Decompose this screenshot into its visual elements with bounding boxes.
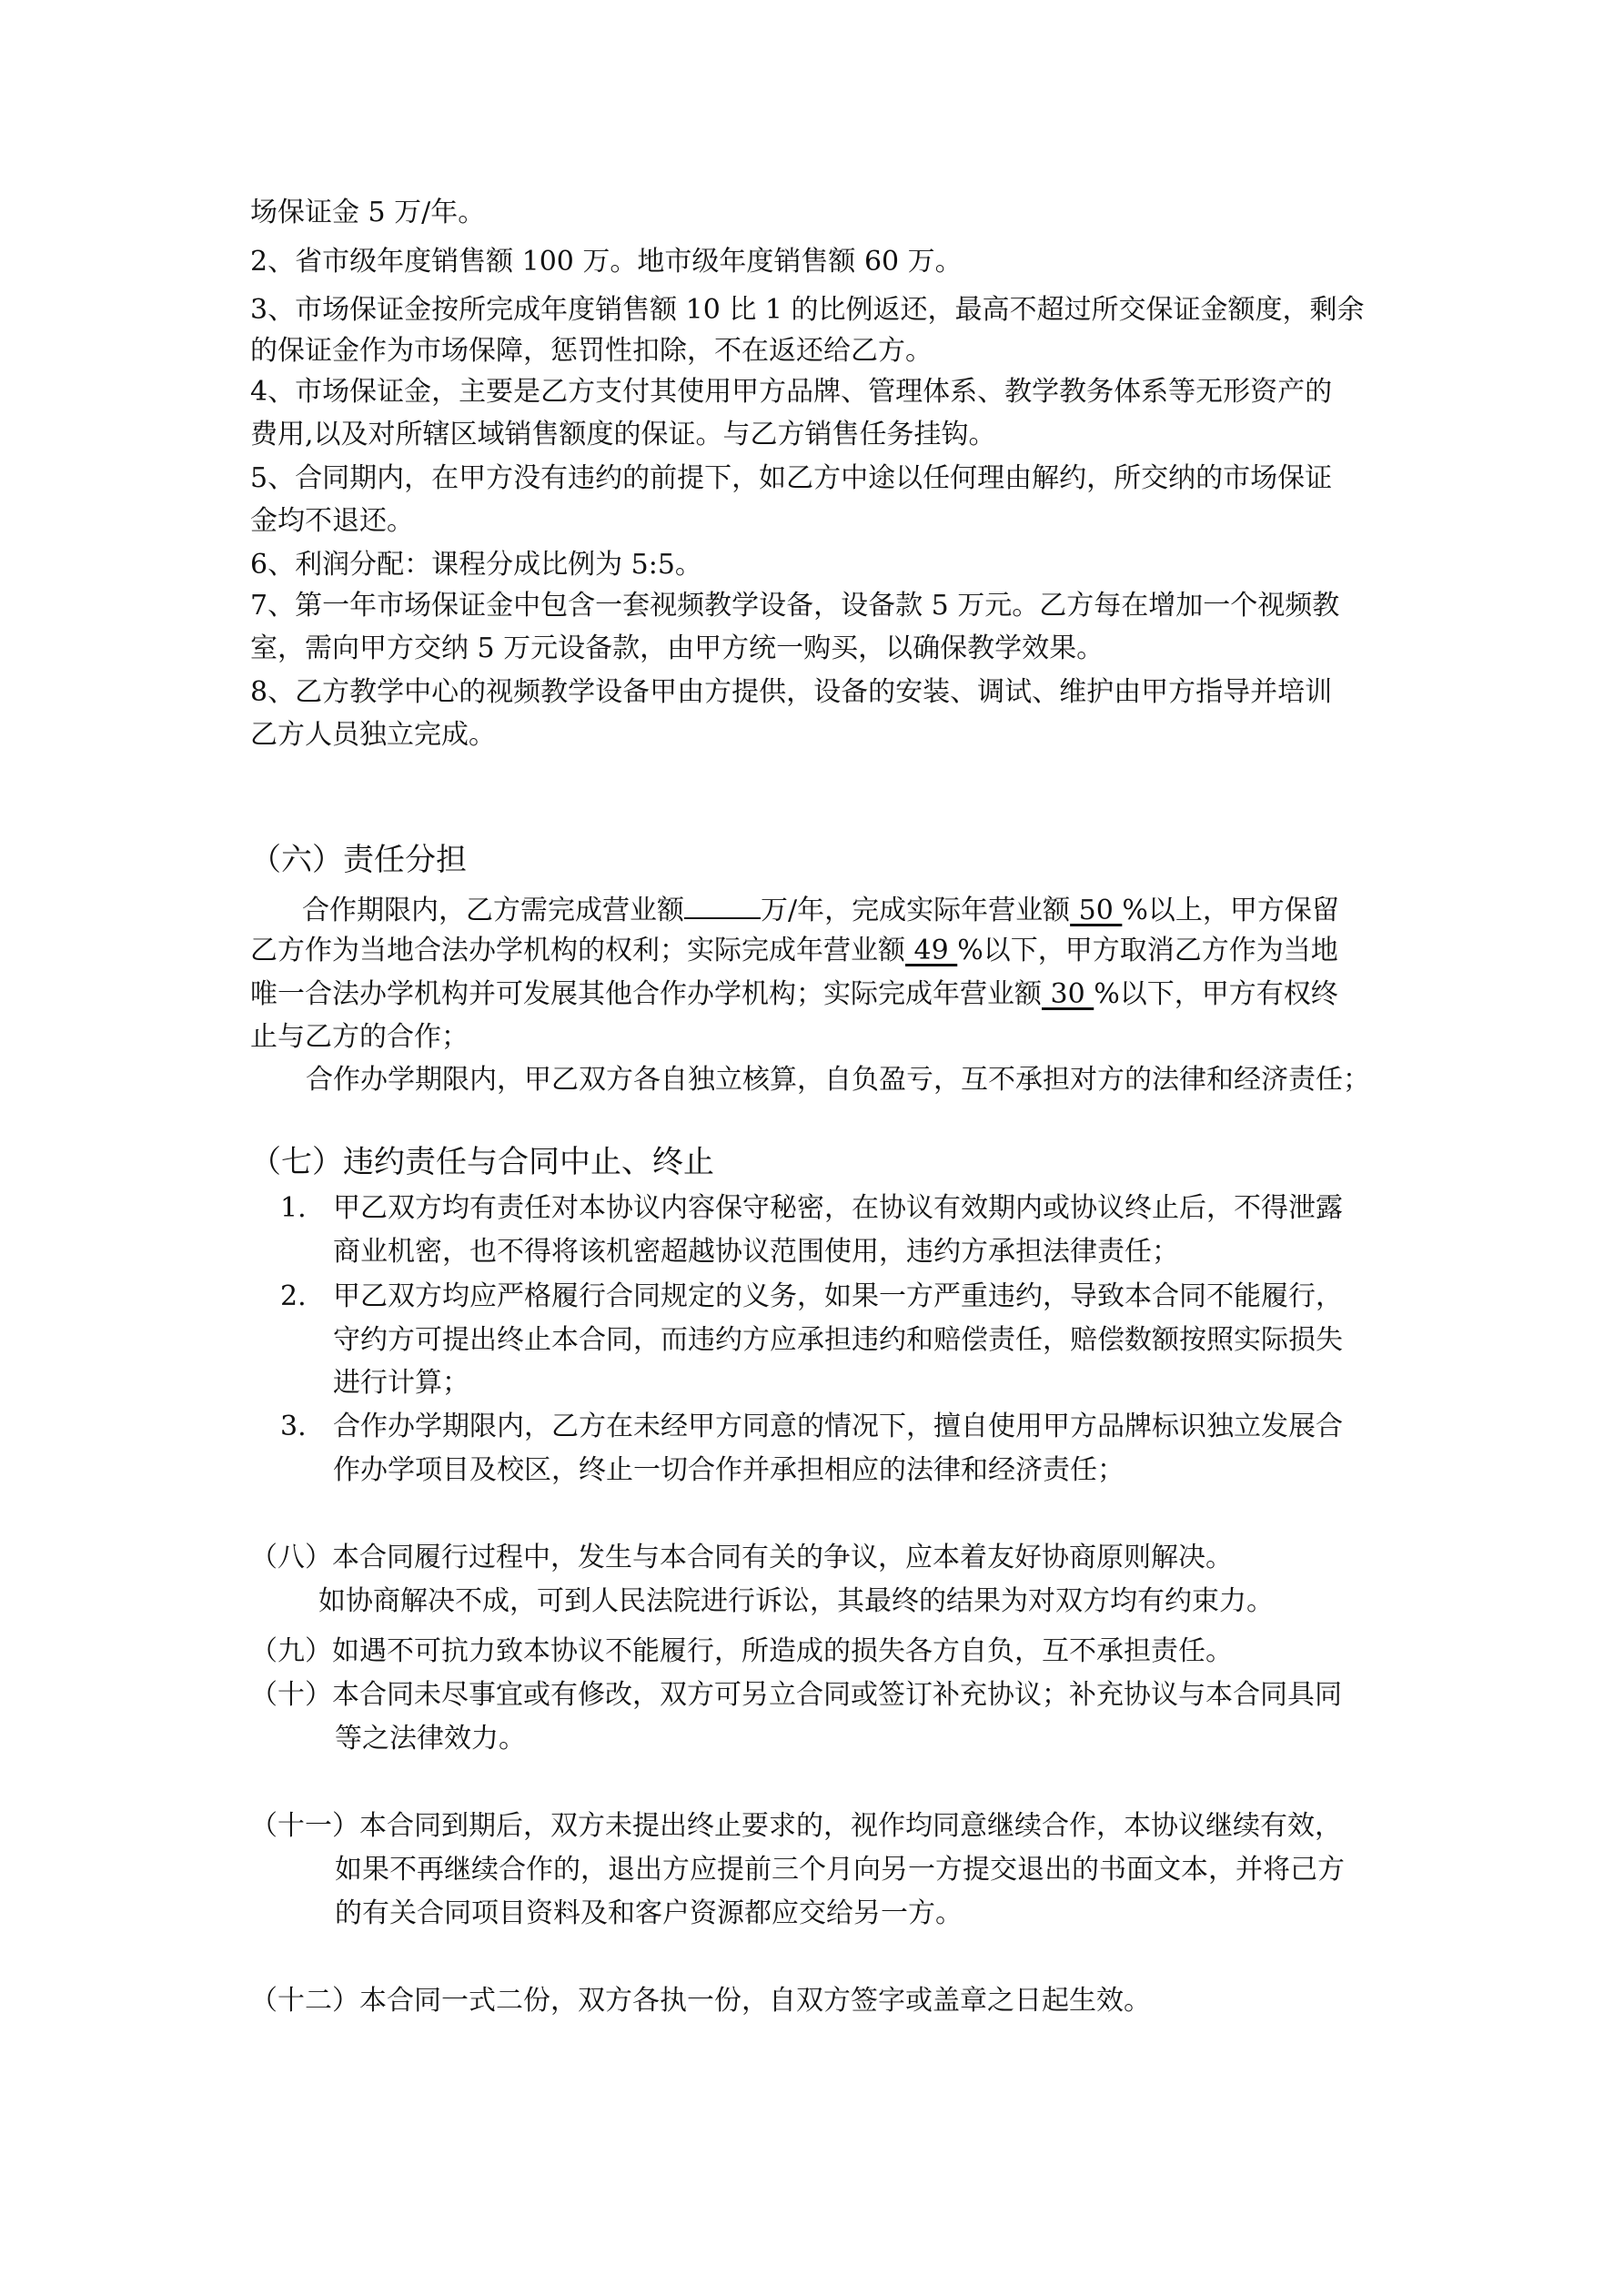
clause-line: 如果不再继续合作的，退出方应提前三个月向另一方提交退出的书面文本，并将己方 [335,1854,1345,1886]
percent-value: 50 [1070,895,1123,926]
clause-line: 7、第一年市场保证金中包含一套视频教学设备，设备款 5 万元。乙方每在增加一个视频教 [250,590,1340,622]
clause-line: （九）如遇不可抗力致本协议不能履行，所造成的损失各方自负，互不承担责任。 [250,1635,1233,1667]
clause-line: （八）本合同履行过程中，发生与本合同有关的争议，应本着友好协商原则解决。 [250,1542,1233,1573]
revenue-blank [684,894,761,919]
list-number: 1. [280,1192,307,1224]
clause-line: 2、省市级年度销售额 100 万。地市级年度销售额 60 万。 [250,246,963,278]
clause-line: 止与乙方的合作； [250,1021,469,1053]
clause-line: 8、乙方教学中心的视频教学设备甲由方提供，设备的安装、调试、维护由甲方指导并培训 [250,676,1333,708]
clause-line: 合作办学期限内，甲乙双方各自独立核算，自负盈亏，互不承担对方的法律和经济责任； [306,1064,1370,1096]
clause-line: 场保证金 5 万/年。 [250,197,486,228]
clause-line: 6、利润分配：课程分成比例为 5:5。 [250,549,702,581]
clause-line: 室，需向甲方交纳 5 万元设备款，由甲方统一购买，以确保教学效果。 [250,632,1105,664]
list-item-line: 商业机密，也不得将该机密超越协议范围使用，违约方承担法律责任； [333,1236,1179,1268]
percent-value: 30 [1042,978,1094,1010]
clause-line: 4、市场保证金，主要是乙方支付其使用甲方品牌、管理体系、教学教务体系等无形资产的 [250,376,1333,408]
clause-line: 的保证金作为市场保障，惩罚性扣除，不在返还给乙方。 [250,335,933,367]
clause-line [250,937,1338,965]
clause-line: （十一）本合同到期后，双方未提出终止要求的，视作均同意继续合作，本协议继续有效， [250,1810,1342,1842]
list-item-line: 甲乙双方均应严格履行合同规定的义务，如果一方严重违约，导致本合同不能履行， [333,1280,1343,1312]
list-item-line: 合作办学期限内，乙方在未经甲方同意的情况下，擅自使用甲方品牌标识独立发展合 [333,1411,1343,1442]
clause-line [250,978,1338,1010]
text-fragment: 合作期限内，乙方需完成营业额 [302,895,684,926]
list-item-line: 守约方可提出终止本合同，而违约方应承担违约和赔偿责任，赔偿数额按照实际损失 [333,1324,1343,1356]
clause-line: 5、合同期内，在甲方没有违约的前提下，如乙方中途以任何理由解约，所交纳的市场保证 [250,462,1333,494]
clause-line: （十）本合同未尽事宜或有修改，双方可另立合同或签订补充协议；补充协议与本合同具同 [250,1679,1342,1711]
list-number: 3. [280,1411,307,1442]
list-item-line: 作办学项目及校区，终止一切合作并承担相应的法律和经济责任； [333,1454,1125,1486]
clause-line: （十二）本合同一式二份，双方各执一份，自双方签字或盖章之日起生效。 [250,1985,1151,2017]
clause-line: 3、市场保证金按所完成年度销售额 10 比 1 的比例返还，最高不超过所交保证金额度，剩余 [250,294,1365,326]
clause-line [302,894,1339,925]
text-fragment: 唯一合法办学机构并可发展其他合作办学机构；实际完成年营业额 [250,978,1042,1010]
text-fragment: %以下，甲方有权终 [1094,978,1338,1010]
clause-line: 费用,以及对所辖区域销售额度的保证。与乙方销售任务挂钩。 [250,419,996,450]
list-number: 2. [280,1280,307,1312]
clause-line: 的有关合同项目资料及和客户资源都应交给另一方。 [335,1897,963,1929]
clause-line: 金均不退还。 [250,505,414,537]
text-fragment: 万/年，完成实际年营业额 [761,895,1071,926]
text-fragment: 乙方作为当地合法办学机构的权利；实际完成年营业额 [250,935,905,966]
section-heading: （七）违约责任与合同中止、终止 [250,1144,714,1180]
percent-value: 49 [905,935,958,966]
section-heading: （六）责任分担 [250,842,467,878]
text-fragment: %以下，甲方取消乙方作为当地 [957,935,1338,966]
list-item-line: 甲乙双方均有责任对本协议内容保守秘密，在协议有效期内或协议终止后，不得泄露 [333,1192,1343,1224]
clause-line: 乙方人员独立完成。 [250,719,496,751]
text-fragment: %以上，甲方保留 [1122,895,1339,926]
list-item-line: 进行计算； [333,1367,469,1399]
clause-line: 等之法律效力。 [335,1723,526,1755]
clause-line: 如协商解决不成，可到人民法院进行诉讼，其最终的结果为对双方均有约束力。 [318,1585,1274,1617]
